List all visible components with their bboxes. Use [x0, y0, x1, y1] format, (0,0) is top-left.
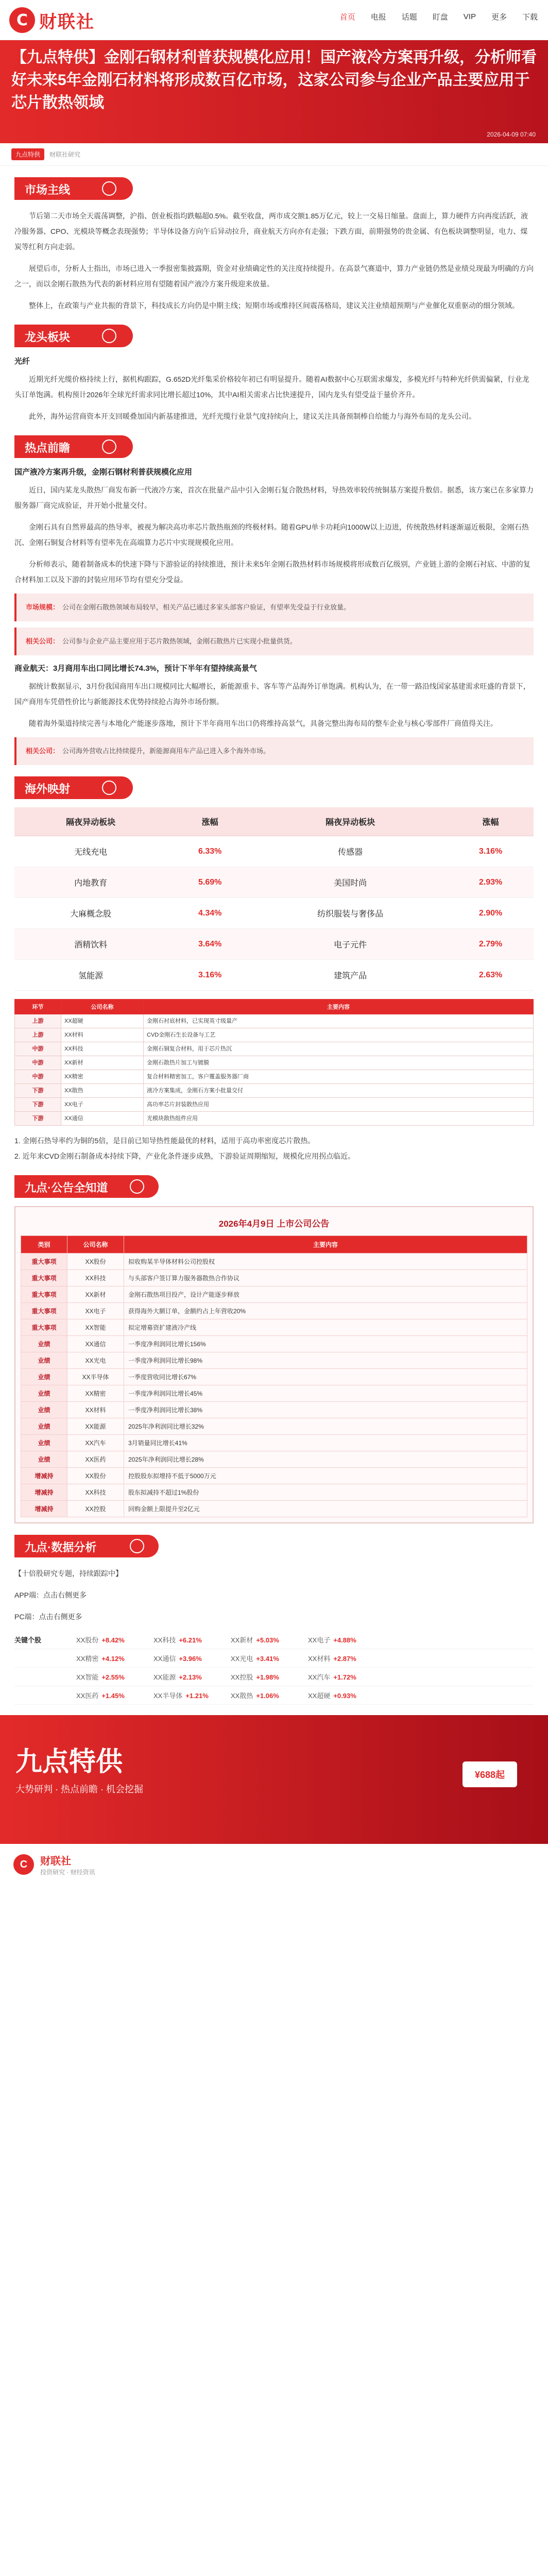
table-row: [15, 1084, 534, 1098]
stock-change: +3.41%: [256, 1655, 279, 1663]
stock-change: +5.03%: [256, 1636, 279, 1644]
stock-change: +8.42%: [101, 1636, 125, 1644]
nav-more[interactable]: 更多: [491, 13, 507, 22]
table-header: 隔夜异动板块: [14, 807, 167, 836]
footer-logo-mark: C: [13, 1854, 34, 1875]
stock-cell[interactable]: [76, 1653, 153, 1663]
announcement-section: [0, 1175, 548, 1523]
note-list: [14, 1133, 534, 1164]
stock-name: XX散热: [231, 1692, 253, 1700]
footer-subtitle: 大势研判 · 热点前瞻 · 机会挖掘: [15, 1784, 143, 1794]
chain-stage-cell: 上游: [15, 1014, 61, 1028]
company-cell[interactable]: XX半导体: [67, 1369, 124, 1385]
table-row: [21, 1385, 527, 1402]
company-cell[interactable]: XX能源: [67, 1418, 124, 1435]
stock-cell[interactable]: [153, 1672, 231, 1682]
stock-cell[interactable]: [308, 1635, 385, 1645]
company-cell[interactable]: XX新材: [67, 1286, 124, 1303]
data-section: [0, 1535, 548, 1705]
table-row: [21, 1402, 527, 1418]
data-grid: [14, 1631, 534, 1705]
footer-logo-row: [0, 1844, 548, 1885]
section-header-hot: [14, 435, 534, 458]
section-title: 九点·公告全知道: [25, 1181, 108, 1194]
stock-cell[interactable]: [76, 1690, 153, 1700]
announcement-card: [14, 1206, 534, 1523]
stock-change: +2.13%: [179, 1673, 202, 1681]
data-row: [14, 1668, 534, 1686]
hot-topic-title: 国产液冷方案再升级，金刚石钢材利普获规模化应用: [14, 468, 193, 477]
table-row: [21, 1319, 527, 1336]
section-title: 龙头板块: [25, 331, 71, 344]
stock-change: +1.21%: [185, 1692, 209, 1700]
hot-section: [0, 435, 548, 765]
stock-name: XX医药: [76, 1692, 99, 1700]
table-row: [15, 1042, 534, 1056]
nav-vip[interactable]: VIP: [463, 12, 476, 21]
stock-change: +6.21%: [179, 1636, 202, 1644]
stock-cell[interactable]: [308, 1653, 385, 1663]
content-cell: 3月销量同比增长41%: [124, 1435, 527, 1451]
sector-cell: 酒精饮料: [14, 929, 167, 960]
paragraph: 整体上，在政策与产业共振的背景下，科技成长方向仍是中期主线；短期市场或维持区间震荡格局，建议关注业绩超预期与产业催化双重驱动的细分领域。: [29, 301, 519, 310]
paragraph: 展望后市，分析人士指出，市场已进入一季报密集披露期，资金对业绩确定性的关注度持续提升。在高景气赛道中，算力产业链仍然是业绩兑现最为明确的方向之一，而以金刚石散热为代表的新材料应用有望随着国产液冷方案升级迎来放量。: [14, 264, 534, 288]
chain-stage-cell: 中游: [15, 1056, 61, 1070]
paragraph: 据统计数据显示，3月份我国商用车出口规模同比大幅增长，新能源重卡、客车等产品海外订单饱满。机构认为，在一带一路沿线国家基建需求旺盛的背景下，国产商用车凭借性价比与新能源技术优势持续抢占海外市场份额。: [14, 682, 530, 706]
table-row: [21, 1435, 527, 1451]
nav-home[interactable]: 首页: [339, 13, 355, 22]
change-cell: 3.16%: [167, 960, 253, 991]
stock-name: XX汽车: [308, 1673, 331, 1681]
company-cell[interactable]: XX科技: [67, 1270, 124, 1286]
content-cell: 股东拟减持不超过1%股份: [124, 1484, 527, 1501]
article-time: 2026-04-09 07:40: [487, 131, 536, 138]
table-header: 涨幅: [167, 807, 253, 836]
change-cell: 2.79%: [448, 929, 534, 960]
content-cell: 复合材料精密加工，客户覆盖服务器厂商: [144, 1070, 534, 1084]
stock-name: XX精密: [76, 1655, 99, 1663]
content-cell: 2025年净利润同比增长28%: [124, 1451, 527, 1468]
author-row: [0, 143, 548, 166]
stock-change: +1.98%: [256, 1673, 279, 1681]
subscribe-button[interactable]: ¥688起: [463, 1761, 517, 1787]
sector-cell: 内地教育: [14, 867, 167, 898]
logo-mark: C: [9, 7, 35, 33]
section-header-leader: [14, 325, 534, 347]
company-cell[interactable]: XX电子: [67, 1303, 124, 1319]
top-bar: [0, 0, 548, 40]
company-cell: XX超硬: [61, 1014, 144, 1028]
nav-telegraph[interactable]: 电报: [370, 13, 386, 22]
logo-text: 财联社: [39, 12, 95, 32]
table-header: 主要内容: [124, 1236, 527, 1253]
section-header-overseas: [14, 776, 534, 799]
table-row: [21, 1253, 527, 1270]
chain-stage-cell: 中游: [15, 1070, 61, 1084]
company-cell[interactable]: XX智能: [67, 1319, 124, 1336]
company-cell: XX科技: [61, 1042, 144, 1056]
chain-stage-cell: 中游: [15, 1042, 61, 1056]
category-cell: 增减持: [21, 1468, 67, 1484]
leader-section: [0, 325, 548, 424]
note-item: 1. 金刚石热导率约为铜的5倍，是目前已知导热性能最优的材料，适用于高功率密度芯片散热。: [14, 1137, 315, 1145]
chain-stage-cell: 上游: [15, 1028, 61, 1042]
leader-label: 光纤: [14, 357, 30, 366]
company-cell[interactable]: XX汽车: [67, 1435, 124, 1451]
stock-cell[interactable]: [153, 1690, 231, 1700]
company-cell: XX电子: [61, 1098, 144, 1112]
sector-cell: 大麻概念股: [14, 898, 167, 929]
table-row: [21, 1468, 527, 1484]
change-cell: 5.69%: [167, 867, 253, 898]
content-cell: 金刚石铜复合材料，用于芯片热沉: [144, 1042, 534, 1056]
quote-label: 相关公司：: [26, 637, 60, 645]
stock-name: XX新材: [231, 1636, 253, 1644]
stock-cell[interactable]: [76, 1672, 153, 1682]
category-cell: 增减持: [21, 1501, 67, 1517]
data-instruction: APP端：点击右侧更多: [14, 1591, 87, 1599]
table-header: 公司名称: [67, 1236, 124, 1253]
note-item: 2. 近年来CVD金刚石制备成本持续下降，产业化条件逐步成熟，下游验证周期缩短，规模化应用拐点临近。: [14, 1152, 355, 1160]
company-cell: XX散热: [61, 1084, 144, 1098]
category-cell: 业绩: [21, 1385, 67, 1402]
table-row: [14, 836, 534, 867]
category-cell: 业绩: [21, 1369, 67, 1385]
paragraph: 近日，国内某龙头散热厂商发布新一代液冷方案，首次在批量产品中引入金刚石复合散热材料，导热效率较传统铜基方案提升数倍。据悉，该方案已在多家算力服务器厂商完成验证，并开始小批量交付。: [14, 486, 534, 510]
target-icon: [102, 781, 116, 795]
change-cell: 2.63%: [448, 960, 534, 991]
content-cell: 高功率芯片封装散热应用: [144, 1098, 534, 1112]
quote-text: 公司参与企业产品主要应用于芯片散热领域，金刚石散热片已实现小批量供货。: [62, 637, 297, 645]
nav-watch[interactable]: 盯盘: [432, 13, 448, 22]
target-icon: [102, 329, 116, 343]
stock-change: +2.87%: [333, 1655, 356, 1663]
site-logo[interactable]: [9, 6, 95, 34]
table-header: 隔夜异动板块: [253, 807, 448, 836]
section-title: 热点前瞻: [25, 442, 71, 454]
section-title: 市场主线: [25, 183, 71, 196]
category-cell: 重大事项: [21, 1319, 67, 1336]
stock-name: XX股份: [76, 1636, 99, 1644]
table-row: [21, 1369, 527, 1385]
content-cell: 金刚石散热片加工与镀膜: [144, 1056, 534, 1070]
author-badge[interactable]: 九点特供: [11, 148, 44, 160]
data-row: [14, 1631, 534, 1649]
content-cell: 控股股东拟增持不低于5000万元: [124, 1468, 527, 1484]
table-row: [15, 1056, 534, 1070]
stock-change: +3.96%: [179, 1655, 202, 1663]
content-cell: 一季度净利润同比增长45%: [124, 1385, 527, 1402]
sector-cell: 纺织服装与奢侈品: [253, 898, 448, 929]
paragraph: 金刚石具有自然界最高的热导率，被视为解决高功率芯片散热瓶颈的终极材料。随着GPU单卡功耗向1000W以上迈进，传统散热材料逐渐逼近极限，金刚石热沉、金刚石铜复合材料等有望率先在高端算力芯片中实现规模化应用。: [14, 523, 529, 547]
table-row: [15, 1070, 534, 1084]
change-cell: 6.33%: [167, 836, 253, 867]
content-cell: 一季度净利润同比增长38%: [124, 1402, 527, 1418]
footer-logo-text: 财联社: [40, 1856, 71, 1867]
stock-name: XX材料: [308, 1655, 331, 1663]
content-cell: 液冷方案集成，金刚石方案小批量交付: [144, 1084, 534, 1098]
company-cell[interactable]: XX光电: [67, 1352, 124, 1369]
content-cell: 与头部客户签订算力服务器散热合作协议: [124, 1270, 527, 1286]
company-cell[interactable]: XX医药: [67, 1451, 124, 1468]
table-header: 公司名称: [61, 999, 144, 1014]
table-row: [14, 867, 534, 898]
chain-stage-cell: 下游: [15, 1084, 61, 1098]
stock-cell[interactable]: [153, 1653, 231, 1663]
change-cell: 3.16%: [448, 836, 534, 867]
company-cell[interactable]: XX科技: [67, 1484, 124, 1501]
chain-stage-cell: 下游: [15, 1112, 61, 1126]
company-cell: XX精密: [61, 1070, 144, 1084]
stock-change: +1.72%: [333, 1673, 356, 1681]
paragraph: 分析师表示，随着制备成本的快速下降与下游验证的持续推进，预计未来5年金刚石散热材料市场规模将形成数百亿级别，产业链上游的金刚石衬底、中游的复合材料加工以及下游的封装应用环节均有望充分受益。: [14, 560, 530, 584]
target-icon: [102, 181, 116, 196]
company-cell[interactable]: XX控股: [67, 1501, 124, 1517]
table-header: 环节: [15, 999, 61, 1014]
quote-label: 市场规模：: [26, 603, 60, 611]
change-cell: 2.93%: [448, 867, 534, 898]
article-title: 【九点特供】金刚石钢材利普获规模化应用！国产液冷方案再升级，分析师看好未来5年金刚石材料将形成数百亿市场，这家公司参与企业产品主要应用于芯片散热领域: [11, 49, 537, 111]
content-cell: 拟定增募资扩建液冷产线: [124, 1319, 527, 1336]
content-cell: 一季度净利润同比增长98%: [124, 1352, 527, 1369]
table-row: [21, 1270, 527, 1286]
industry-chain-table: [14, 999, 534, 1126]
section-header-market: [14, 177, 534, 200]
stock-change: +2.55%: [101, 1673, 125, 1681]
stock-cell[interactable]: [308, 1672, 385, 1682]
table-row: [15, 1098, 534, 1112]
sector-cell: 传感器: [253, 836, 448, 867]
section-title: 九点·数据分析: [25, 1541, 97, 1554]
article-banner: [0, 40, 548, 143]
category-cell: 业绩: [21, 1402, 67, 1418]
content-cell: 获得海外大额订单，金额约占上年营收20%: [124, 1303, 527, 1319]
table-row: [14, 898, 534, 929]
company-cell: XX材料: [61, 1028, 144, 1042]
stock-cell[interactable]: [308, 1690, 385, 1700]
nav-topic[interactable]: 话题: [401, 13, 417, 22]
content-cell: 拟收购某半导体材料公司控股权: [124, 1253, 527, 1270]
announcement-table: [21, 1235, 527, 1517]
stock-cell[interactable]: [153, 1635, 231, 1645]
footer-logo-sub: 投资研究 · 财经资讯: [40, 1869, 95, 1876]
data-row: [14, 1649, 534, 1668]
quote-box: [14, 628, 534, 655]
footer-banner[interactable]: [0, 1715, 548, 1844]
change-cell: 3.64%: [167, 929, 253, 960]
company-cell[interactable]: XX材料: [67, 1402, 124, 1418]
paragraph: 随着海外渠道持续完善与本地化产能逐步落地，预计下半年商用车出口仍将维持高景气，具备完整出海布局的整车企业与核心零部件厂商值得关注。: [29, 719, 498, 727]
table-header: 类别: [21, 1236, 67, 1253]
stock-change: +0.93%: [333, 1692, 356, 1700]
company-cell: XX新材: [61, 1056, 144, 1070]
content-cell: CVD金刚石生长设备与工艺: [144, 1028, 534, 1042]
category-cell: 业绩: [21, 1418, 67, 1435]
stock-cell[interactable]: [76, 1635, 153, 1645]
category-cell: 业绩: [21, 1435, 67, 1451]
table-row: [21, 1286, 527, 1303]
content-cell: 2025年净利润同比增长32%: [124, 1418, 527, 1435]
stock-cell[interactable]: [231, 1653, 308, 1663]
category-cell: 重大事项: [21, 1253, 67, 1270]
target-icon: [102, 439, 116, 454]
data-row-label: 关键个股: [14, 1636, 42, 1644]
sector-cell: 建筑产品: [253, 960, 448, 991]
data-instruction: PC端：点击右侧更多: [14, 1613, 82, 1621]
content-cell: 金刚石散热项目投产，设计产能逐步释放: [124, 1286, 527, 1303]
stock-name: XX科技: [153, 1636, 176, 1644]
company-cell[interactable]: XX精密: [67, 1385, 124, 1402]
stock-name: XX能源: [153, 1673, 176, 1681]
table-row: [15, 1028, 534, 1042]
company-cell: XX通信: [61, 1112, 144, 1126]
nav-download[interactable]: 下载: [522, 13, 538, 22]
paragraph: 近期光纤光缆价格持续上行，据机构跟踪，G.652D光纤集采价格较年初已有明显提升。随着AI数据中心互联需求爆发，多模光纤与特种光纤供需偏紧，行业龙头订单饱满。机构预计2026年全球光纤需求同比增长超过10%，其中AI相关需求占比快速提升，国内龙头有望受益于量价齐升。: [14, 375, 529, 399]
sector-cell: 美国时尚: [253, 867, 448, 898]
change-cell: 2.90%: [448, 898, 534, 929]
category-cell: 业绩: [21, 1352, 67, 1369]
target-icon: [130, 1179, 144, 1194]
table-row: [21, 1336, 527, 1352]
stock-name: XX智能: [76, 1673, 99, 1681]
footer-title: 九点特供: [15, 1747, 123, 1777]
section-header-data: [14, 1535, 534, 1557]
table-header: 主要内容: [144, 999, 534, 1014]
content-cell: 金刚石衬底材料，已实现英寸级量产: [144, 1014, 534, 1028]
stock-name: XX控股: [231, 1673, 253, 1681]
stock-change: +1.45%: [101, 1692, 125, 1700]
sector-cell: 氢能源: [14, 960, 167, 991]
table-row: [15, 1014, 534, 1028]
category-cell: 增减持: [21, 1484, 67, 1501]
stock-name: XX光电: [231, 1655, 253, 1663]
paragraph: 节后第二天市场全天震荡调整，沪指、创业板指均跌幅超0.5%。截至收盘，两市成交额1.85万亿元，较上一交易日缩量。盘面上，算力硬件方向再度活跃，液冷服务器、CPO、光模块等概念表现强势；半导体设备方向午后异动拉升，商业航天方向亦有走强；下跌方面，前期强势的贵金属、有色板块调整明显，电力、煤炭等红利方向走弱。: [14, 212, 528, 251]
market-section: [0, 177, 548, 313]
table-row: [21, 1451, 527, 1468]
table-row: [21, 1303, 527, 1319]
stock-name: XX电子: [308, 1636, 331, 1644]
stock-name: XX通信: [153, 1655, 176, 1663]
quote-box: [14, 737, 534, 765]
quote-text: 公司海外营收占比持续提升，新能源商用车产品已进入多个海外市场。: [62, 747, 270, 755]
stock-change: +4.12%: [101, 1655, 125, 1663]
category-cell: 重大事项: [21, 1303, 67, 1319]
content-cell: 光模块散热组件应用: [144, 1112, 534, 1126]
section-title: 海外映射: [25, 783, 71, 795]
company-cell[interactable]: XX通信: [67, 1336, 124, 1352]
announcement-title: 2026年4月9日 上市公司公告: [218, 1219, 330, 1229]
data-row: [14, 1686, 534, 1705]
target-icon: [130, 1539, 144, 1553]
table-row: [14, 960, 534, 991]
table-row: [15, 1112, 534, 1126]
data-lead: 【十倍股研究专题，持续跟踪中】: [14, 1569, 123, 1578]
company-cell[interactable]: XX股份: [67, 1468, 124, 1484]
author-name: 财联社研究: [49, 151, 81, 158]
section-header-announce: [14, 1175, 534, 1198]
overnight-move-table: [14, 807, 534, 991]
paragraph: 此外，海外运营商资本开支回暖叠加国内新基建推进，光纤光缆行业景气度持续向上，建议关注具备预制棒自给能力与海外布局的龙头公司。: [29, 412, 476, 420]
content-cell: 一季度营收同比增长67%: [124, 1369, 527, 1385]
company-cell[interactable]: XX股份: [67, 1253, 124, 1270]
content-cell: 回购金额上限提升至2亿元: [124, 1501, 527, 1517]
quote-text: 公司在金刚石散热领域布局较早，相关产品已通过多家头部客户验证，有望率先受益于行业放量。: [62, 603, 351, 611]
quote-label: 相关公司：: [26, 747, 60, 755]
sector-cell: 电子元件: [253, 929, 448, 960]
table-row: [21, 1484, 527, 1501]
table-row: [14, 929, 534, 960]
stock-cell[interactable]: [231, 1635, 308, 1645]
category-cell: 重大事项: [21, 1286, 67, 1303]
quote-box: [14, 594, 534, 621]
hot-topic-title: 商业航天：3月商用车出口同比增长74.3%，预计下半年有望持续高景气: [14, 664, 257, 673]
category-cell: 业绩: [21, 1336, 67, 1352]
chain-stage-cell: 下游: [15, 1098, 61, 1112]
table-row: [21, 1501, 527, 1517]
stock-cell[interactable]: [231, 1690, 308, 1700]
category-cell: 重大事项: [21, 1270, 67, 1286]
content-cell: 一季度净利润同比增长156%: [124, 1336, 527, 1352]
top-nav: [340, 11, 538, 22]
sector-cell: 无线充电: [14, 836, 167, 867]
table-row: [21, 1352, 527, 1369]
table-header: 涨幅: [448, 807, 534, 836]
table-row: [21, 1418, 527, 1435]
overseas-section: [0, 776, 548, 1164]
change-cell: 4.34%: [167, 898, 253, 929]
stock-change: +4.88%: [333, 1636, 356, 1644]
stock-name: XX超硬: [308, 1692, 331, 1700]
category-cell: 业绩: [21, 1451, 67, 1468]
stock-name: XX半导体: [153, 1692, 183, 1700]
stock-change: +1.06%: [256, 1692, 279, 1700]
stock-cell[interactable]: [231, 1672, 308, 1682]
